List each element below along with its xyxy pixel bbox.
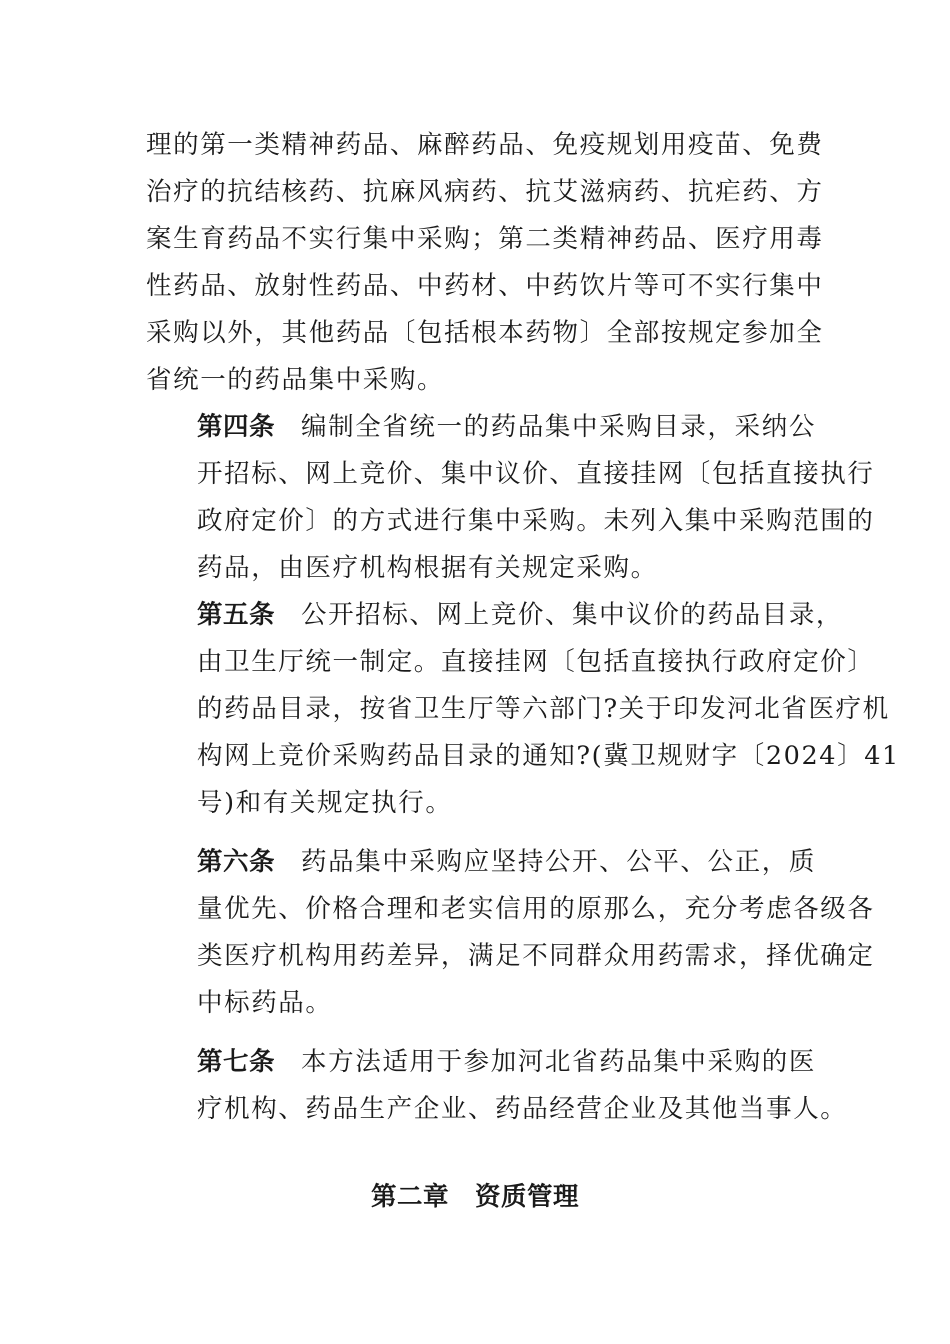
- text-line: 案生育药品不实行集中采购；第二类精神药品、医疗用毒: [146, 224, 824, 254]
- text-line: [146, 404, 814, 451]
- text-line: 号)和有关规定执行。: [197, 788, 453, 818]
- article-4: [146, 404, 875, 592]
- text-line: 开招标、网上竞价、集中议价、直接挂网〔包括直接执行: [197, 459, 875, 489]
- text-line: 省统一的药品集中采购。: [146, 365, 445, 395]
- chapter-heading: 第二章 资质管理: [370, 1182, 579, 1212]
- article-label: 第四条: [197, 412, 276, 442]
- article-label: 第七条: [197, 1047, 276, 1077]
- text-line: 采购以外，其他药品〔包括根本药物〕全部按规定参加全: [146, 318, 824, 348]
- text-line: 类医疗机构用药差异，满足不同群众用药需求，择优确定: [197, 941, 875, 971]
- text-line: 由卫生厅统一制定。直接挂网〔包括直接执行政府定价〕: [197, 647, 875, 677]
- text-line: 理的第一类精神药品、麻醉药品、免疫规划用疫苗、免费: [146, 130, 824, 160]
- text-line: 的药品目录，按省卫生厅等六部门?关于印发河北省医疗机: [197, 694, 890, 724]
- text-line: 性药品、放射性药品、中药材、中药饮片等可不实行集中: [146, 271, 824, 301]
- text-line-body: 本方法适用于参加河北省药品集中采购的医: [301, 1047, 816, 1077]
- article-5: [146, 592, 900, 827]
- article-label: 第六条: [197, 847, 276, 877]
- text-line: 构网上竞价采购药品目录的通知?(冀卫规财字〔2024〕41: [197, 741, 900, 771]
- text-line-body: 编制全省统一的药品集中采购目录，采纳公: [301, 412, 816, 442]
- text-line: 治疗的抗结核药、抗麻风病药、抗艾滋病药、抗疟药、方: [146, 177, 824, 207]
- text-line: 药品，由医疗机构根据有关规定采购。: [197, 553, 658, 583]
- article-6: [146, 839, 875, 1027]
- paragraph-continuation: [146, 122, 824, 404]
- text-line: [146, 1039, 814, 1086]
- text-line: [146, 592, 844, 639]
- article-label: 第五条: [197, 600, 276, 630]
- text-line: 中标药品。: [197, 988, 333, 1018]
- text-line: [146, 839, 814, 886]
- text-line-body: 药品集中采购应坚持公开、公平、公正，质: [301, 847, 816, 877]
- text-line-body: 公开招标、网上竞价、集中议价的药品目录，: [301, 600, 844, 630]
- article-7: [146, 1039, 848, 1133]
- body-text: [146, 122, 900, 1133]
- text-line: 疗机构、药品生产企业、药品经营企业及其他当事人。: [197, 1094, 848, 1124]
- text-line: 量优先、价格合理和老实信用的原那么，充分考虑各级各: [197, 894, 875, 924]
- text-line: 政府定价〕的方式进行集中采购。未列入集中采购范围的: [197, 506, 875, 536]
